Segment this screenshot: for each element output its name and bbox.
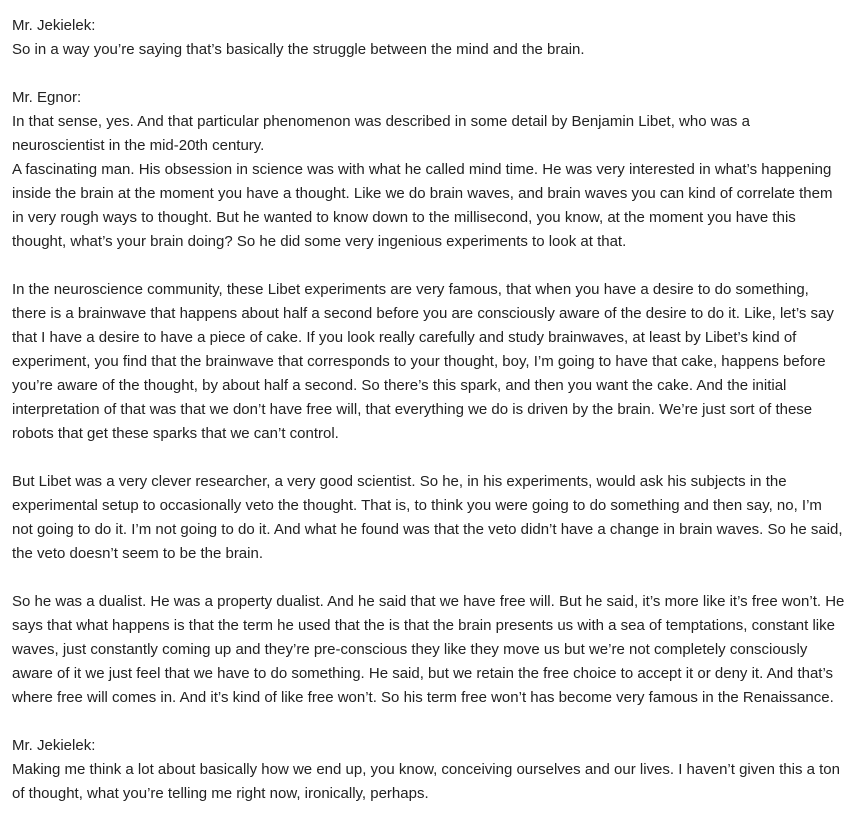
transcript-line: experimental setup to occasionally veto the thought. That is, to think you were going to do something and then say, no, I’m [12,497,822,514]
transcript-line: not going to do it. I’m not going to do it. And what he found was that the veto didn’t have a change in brain waves. So he said, [12,521,843,538]
speaker-label: Mr. Jekielek: [12,737,96,754]
transcript-line: robots that get these sparks that we can’t control. [12,425,339,442]
transcript-line: A fascinating man. His obsession in science was with what he called mind time. He was very interested in what’s happening [12,161,832,178]
transcript [12,14,854,806]
transcript-line: So he was a dualist. He was a property dualist. And he said that we have free will. But he said, it’s more like it’s free won’t. He [12,593,845,610]
transcript-line: in very rough ways to thought. But he wanted to know down to the millisecond, you know, at the moment you have this [12,209,796,226]
transcript-line: the veto doesn’t seem to be the brain. [12,545,263,562]
transcript-line: In the neuroscience community, these Libet experiments are very famous, that when you have a desire to do something, [12,281,809,298]
paragraph-gap [12,62,854,86]
transcript-line: waves, just constantly coming up and they’re pre-conscious they like they move us but we’re not completely consciously [12,641,808,658]
paragraph-gap [12,566,854,590]
transcript-line: of thought, what you’re telling me right now, ironically, perhaps. [12,785,429,802]
transcript-line: experiment, you find that the brainwave that corresponds to your thought, boy, I’m going to have that cake, happens before [12,353,826,370]
transcript-line: thought, what’s your brain doing? So he did some very ingenious experiments to look at that. [12,233,627,250]
transcript-line: that I have a desire to have a piece of cake. If you look really carefully and study brainwaves, at least by Libet’s kind of [12,329,797,346]
transcript-line: Making me think a lot about basically how we end up, you know, conceiving ourselves and our lives. I haven’t given this a ton [12,761,840,778]
transcript-line: says that what happens is that the term he used that the is that the brain presents us with a sea of temptations, constant like [12,617,835,634]
transcript-line: So in a way you’re saying that’s basically the struggle between the mind and the brain. [12,41,585,58]
transcript-line: there is a brainwave that happens about half a second before you are consciously aware of the desire to do it. Like, let’s say [12,305,834,322]
paragraph-gap [12,446,854,470]
transcript-line: you’re aware of the thought, by about half a second. So there’s this spark, and then you want the cake. And the initial [12,377,787,394]
speaker-label: Mr. Jekielek: [12,17,96,34]
transcript-line: inside the brain at the moment you have a thought. Like we do brain waves, and brain waves you can kind of correlate them [12,185,833,202]
transcript-line: interpretation of that was that we don’t have free will, that everything we do is driven by the brain. We’re just sort of these [12,401,813,418]
speaker-label: Mr. Egnor: [12,89,82,106]
transcript-line: aware of it we just feel that we have to do something. He said, but we retain the free choice to accept it or deny it. And that’s [12,665,834,682]
transcript-line: But Libet was a very clever researcher, a very good scientist. So he, in his experiments, would ask his subjects in the [12,473,787,490]
transcript-line: In that sense, yes. And that particular phenomenon was described in some detail by Benjamin Libet, who was a [12,113,750,130]
paragraph-gap [12,254,854,278]
paragraph-gap [12,710,854,734]
transcript-line: neuroscientist in the mid-20th century. [12,137,265,154]
transcript-line: where free will comes in. And it’s kind of like free won’t. So his term free won’t has become very famous in the Renaissance. [12,689,834,706]
